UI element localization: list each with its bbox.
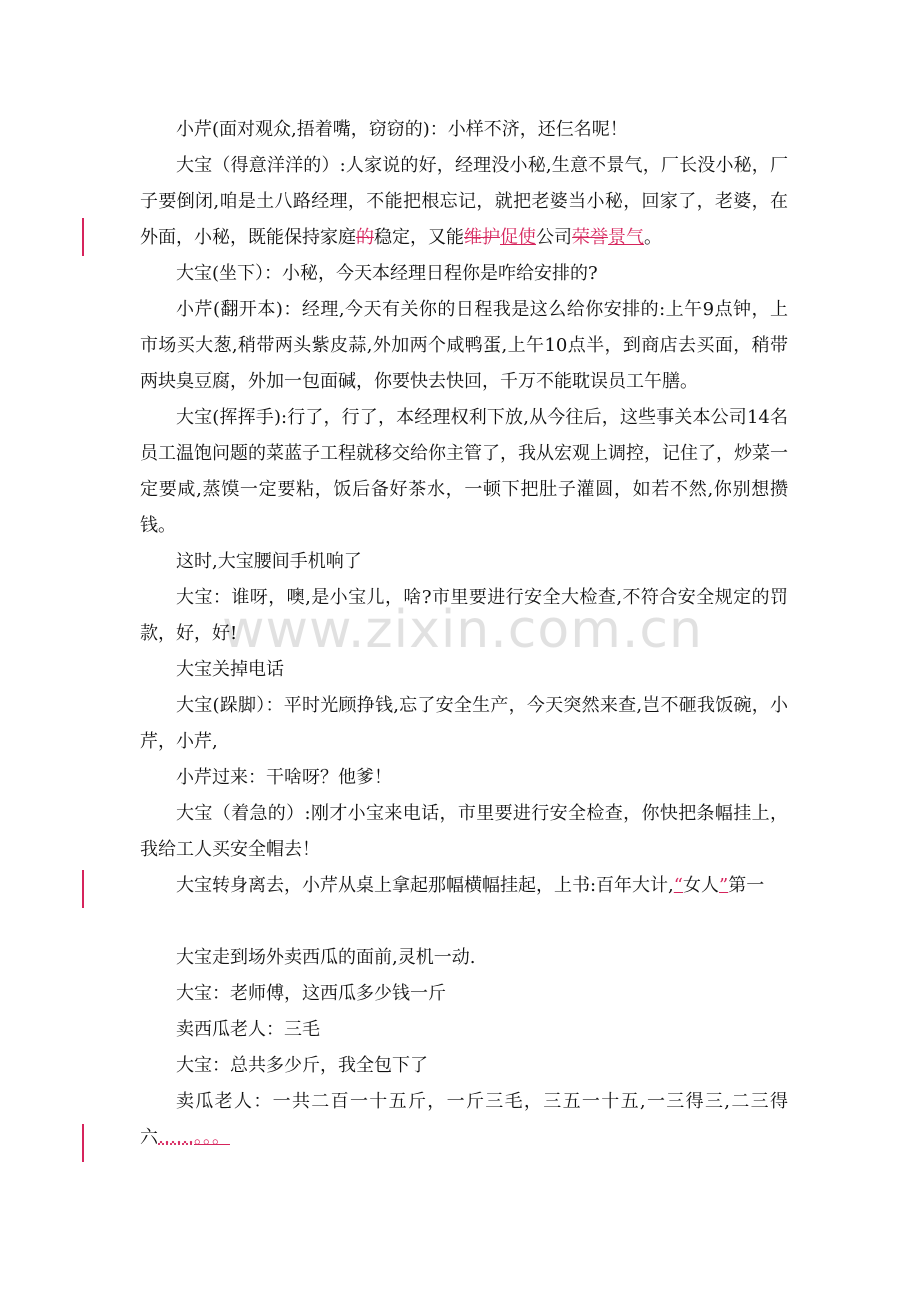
paragraph: 大宝：老师傅，这西瓜多少钱一斤 [176, 983, 446, 1004]
paragraph: 这时,大宝腰间手机响了 [176, 551, 362, 572]
deleted-text: 维护 [464, 227, 500, 248]
paragraph: 大宝关掉电话 [176, 659, 284, 680]
change-bar-3 [82, 1124, 84, 1162]
deleted-text: 荣誉 [572, 227, 608, 248]
paragraph: 大宝走到场外卖西瓜的面前,灵机一动. [176, 947, 476, 968]
paragraph: 大宝(挥挥手):行了，行了，本经理权利下放,从今往后，这些事关本公司14名员工温饱问题的菜蓝子工程就移交给你主管了，我从宏观上调控，记住了，炒菜一定要咸,蒸馍一定要粘，饭后备好茶水，一顿下把肚子灌圆，如若不然,你别想攒钱。 [140, 407, 788, 536]
text-run: 女人 [683, 875, 719, 896]
text-run: 大宝转身离去，小芹从桌上拿起那幅横幅挂起，上书:百年大计, [176, 875, 674, 896]
inserted-text: “ [673, 875, 683, 896]
paragraph: 小芹过来：干啥呀？他爹！ [176, 767, 392, 788]
paragraph-tracked-changes [140, 1084, 788, 1156]
inserted-text: 。。。 [194, 1127, 230, 1148]
paragraph: 大宝(跺脚）：平时光顾挣钱,忘了安全生产，今天突然来查,岂不砸我饭碗，小芹，小芹, [140, 695, 788, 752]
text-run: 公司 [536, 227, 572, 248]
inserted-text: 景气 [608, 227, 644, 248]
paragraph: 卖西瓜老人：三毛 [176, 1019, 320, 1040]
paragraph: 小芹(翻开本)：经理,今天有关你的日程我是这么给你安排的:上午9点钟，上市场买大葱,稍带两头紫皮蒜,外加两个咸鸭蛋,上午10点半，到商店去买面，稍带两块臭豆腐，外加一包面碱，你要快去快回，千万不能耽误员工午膳。 [140, 299, 788, 392]
text-run: 卖瓜老人：一共二百一十五斤，一斤三毛，三五一十五,一三得三,二三得六 [140, 1091, 788, 1148]
paragraph: 大宝：总共多少斤，我全包下了 [176, 1055, 428, 1076]
paragraph-tracked-changes [140, 148, 788, 256]
text-run: 稳定，又能 [374, 227, 464, 248]
paragraph: 大宝：谁呀，噢,是小宝儿，啥?市里要进行安全大检查,不符合安全规定的罚款，好，好! [140, 587, 788, 644]
paragraph-tracked-changes [140, 868, 788, 904]
deleted-text: 的 [356, 227, 374, 248]
paragraph: 大宝（着急的）:刚才小宝来电话，市里要进行安全检查，你快把条幅挂上，我给工人买安全帽去！ [140, 803, 788, 860]
inserted-text: ” [719, 875, 729, 896]
paragraph: 小芹(面对观众,捂着嘴，窃窃的)：小样不济，还仨名呢！ [176, 119, 628, 140]
change-bar-1 [82, 218, 84, 256]
text-run: 。 [644, 227, 662, 248]
text-run: 第一 [728, 875, 765, 896]
inserted-text: …… [158, 1127, 194, 1148]
inserted-text: 促使 [500, 227, 536, 248]
text-run: 大宝（得意洋洋的）:人家说的好，经理没小秘,生意不景气，厂长没小秘，厂子要倒闭,咱是土八路经理，不能把根忘记，就把老婆当小秘，回家了，老婆，在外面，小秘，既能保持家庭 [140, 155, 788, 248]
watermark: www.zixin.com.cn [222, 600, 703, 660]
change-bar-2 [82, 870, 84, 908]
paragraph: 大宝(坐下）：小秘，今天本经理日程你是咋给安排的? [176, 263, 598, 284]
